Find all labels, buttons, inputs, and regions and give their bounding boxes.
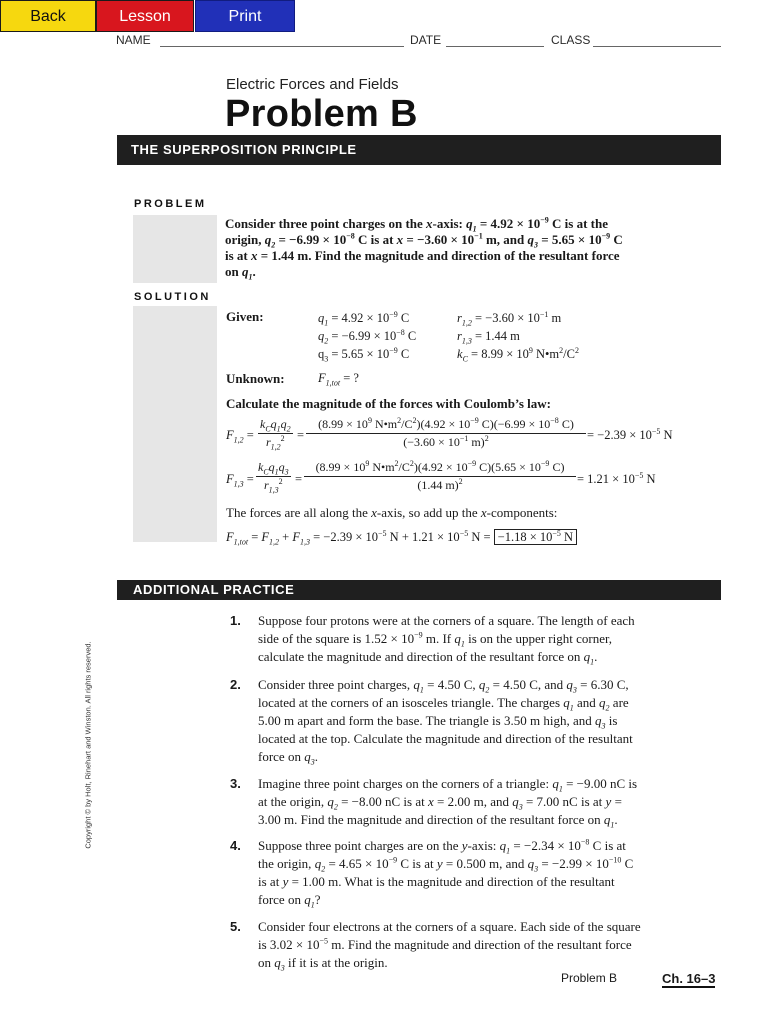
name-label: NAME [116,33,151,47]
given-r12: $r_{1,2} = -3.60 \times 10^{-1}$ m [457,309,562,328]
given-label: Given: [226,309,264,324]
class-label: CLASS [551,33,591,47]
page-title: Problem B [225,93,418,135]
practice-number: 2. [230,677,241,692]
practice-item: Consider four electrons at the corners of a square. Each side of the square is $3.02 \times 10^{-5}$ m. Find the magnitude and direction of the resultant force on $q_3$ if it is at the origin. [258,919,641,973]
eq2-lhs: $F_{1,3}$ = [226,472,254,489]
eq2-symbolic-numerator: $k_Cq_1q_3$ [258,460,289,477]
date-line [446,46,544,47]
eq1-numeric-denominator: ($-3.60 \times 10^{-1}$ m)$^2$ [403,434,489,449]
practice-number: 4. [230,838,241,853]
problem-line-4: on $q_1$. [225,264,256,282]
eq2-symbolic-fraction [256,460,291,493]
problem-line-3: is at x = 1.44 m. Find the magnitude and direction of the resultant force [225,248,620,263]
eq2-symbolic-denominator: $r_{1,3}^2$ [264,477,283,495]
given-q1: $q_1 = 4.92 \times 10^{-9}$ C [318,309,410,328]
final-equation: $F_{1,tot} = F_{1,2} + F_{1,3} = -2.39 \times 10^{-5}$ $N + 1.21 \times 10^{-5}$ $N = -1.18 \times 10^{-5}$ N [226,530,577,545]
eq2-result: = $1.21 \times 10^{-5}$ N [577,470,656,486]
solution-shade [133,306,217,542]
unknown-value: $F_{1,tot}$ = ? [318,371,359,388]
problem-line-1: Consider three point charges on the x-axis: $q_1 = 4.92 \times 10^{-9}$ C is at the [225,215,608,234]
practice-item: Suppose four protons were at the corners of a square. The length of each side of the square is $1.52 \times 10^{-9}$ m. If $q_1$ is on the upper right corner, calculate the magnitude and direction of the resultant force on $q_1$. [258,613,635,667]
copyright-notice: Copyright © by Holt, Rinehart and Winston. All rights reserved. [83,641,93,849]
unknown-label: Unknown: [226,371,285,386]
practice-number: 3. [230,776,241,791]
eq1-numeric-numerator: ($8.99 \times 10^9$ $N•m^2/C^2)(4.92 \times 10^{-9}$ $C)(-6.99 \times 10^{-8}$ C) [306,417,586,434]
lesson-button[interactable]: Lesson [96,0,194,32]
class-line [593,46,721,47]
chapter-subtitle: Electric Forces and Fields [226,76,399,93]
eq1-result: = $-2.39 \times 10^{-5}$ N [587,426,673,442]
back-button[interactable]: Back [0,0,96,32]
eq1-numeric-fraction [306,417,586,450]
calc-heading: Calculate the magnitude of the forces with Coulomb’s law: [226,396,551,411]
date-label: DATE [410,33,442,47]
additional-practice-banner: ADDITIONAL PRACTICE [117,580,721,600]
eq2-numeric-denominator: (1.44 m)$^2$ [417,477,463,492]
practice-number: 5. [230,919,241,934]
practice-item: Suppose three point charges are on the y-axis: $q_1 = -2.34 \times 10^{-8}$ C is at the origin, $q_2 = 4.65 \times 10^{-9}$ C is at y = 0.500 m, and $q_3 = -2.99 \times 10^{-10}$ C is at y = 1.00 m. What is the magnitude and direction of the resultant force on $q_1$? [258,837,634,910]
problem-label: PROBLEM [134,198,207,210]
eq1-lhs: $F_{1,2}$ = [226,428,254,445]
solution-label: SOLUTION [134,291,211,303]
eq2-numeric-fraction [304,460,576,493]
given-q2: $q_2 = -6.99 \times 10^{-8}$ C [318,327,417,346]
footer-chapter: Ch. 16–3 [662,971,716,986]
given-distances [457,309,579,363]
problem-line-2: origin, $q_2 = -6.99 \times 10^{-8}$ C is at $x = -3.60 \times 10^{-1}$ m, and $q_3 = 5.65 \times 10^{-9}$ C [225,231,623,250]
practice-item: Consider three point charges, $q_1 = 4.50$ C, $q_2 = 4.50$ C, and $q_3 = 6.30$ C, located at the corners of an isosceles triangle. The charges $q_1$ and $q_2$ are 5.00 m apart and form the base. The triangle is 3.50 m high, and $q_3$ is located at the top. Calculate the magnitude and direction of the resultant force on $q_3$. [258,677,633,767]
name-line [160,46,404,47]
eq1-symbolic-fraction [258,417,293,450]
practice-number: 1. [230,613,241,628]
eq2-numeric-numerator: ($8.99 \times 10^9$ $N•m^2/C^2)(4.92 \times 10^{-9}$ $C)(5.65 \times 10^{-9}$ C) [304,460,576,477]
given-r13: $r_{1,3} = 1.44$ m [457,329,520,346]
problem-shade [133,215,217,283]
eq1-equals: = [297,428,305,442]
section-banner: THE SUPERPOSITION PRINCIPLE [117,135,721,165]
print-button[interactable]: Print [195,0,295,32]
forces-note: The forces are all along the x-axis, so add up the x-components: [226,505,558,520]
eq1-symbolic-numerator: $k_Cq_1q_2$ [260,417,291,434]
given-kc: $k_C = 8.99 \times 10^9$ $N•m^2/C^2$ [457,345,579,364]
final-answer-box: $-1.18 \times 10^{-5}$ N [494,529,577,545]
eq2-equals: = [295,472,303,486]
footer-label: Problem B [561,971,618,985]
practice-item: Imagine three point charges on the corners of a triangle: $q_1 = -9.00$ nC is at the origin, $q_2 = -8.00$ nC is at x = 2.00 m, and $q_3 = 7.00$ nC is at y = 3.00 m. Find the magnitude and direction of the resultant force on $q_1$. [258,776,638,830]
problem-statement [225,216,645,280]
given-charges [318,309,416,363]
given-q3: $q_3 = 5.65 \times 10^{-9}$ C [318,345,410,364]
eq1-symbolic-denominator: $r_{1,2}^2$ [266,434,285,452]
